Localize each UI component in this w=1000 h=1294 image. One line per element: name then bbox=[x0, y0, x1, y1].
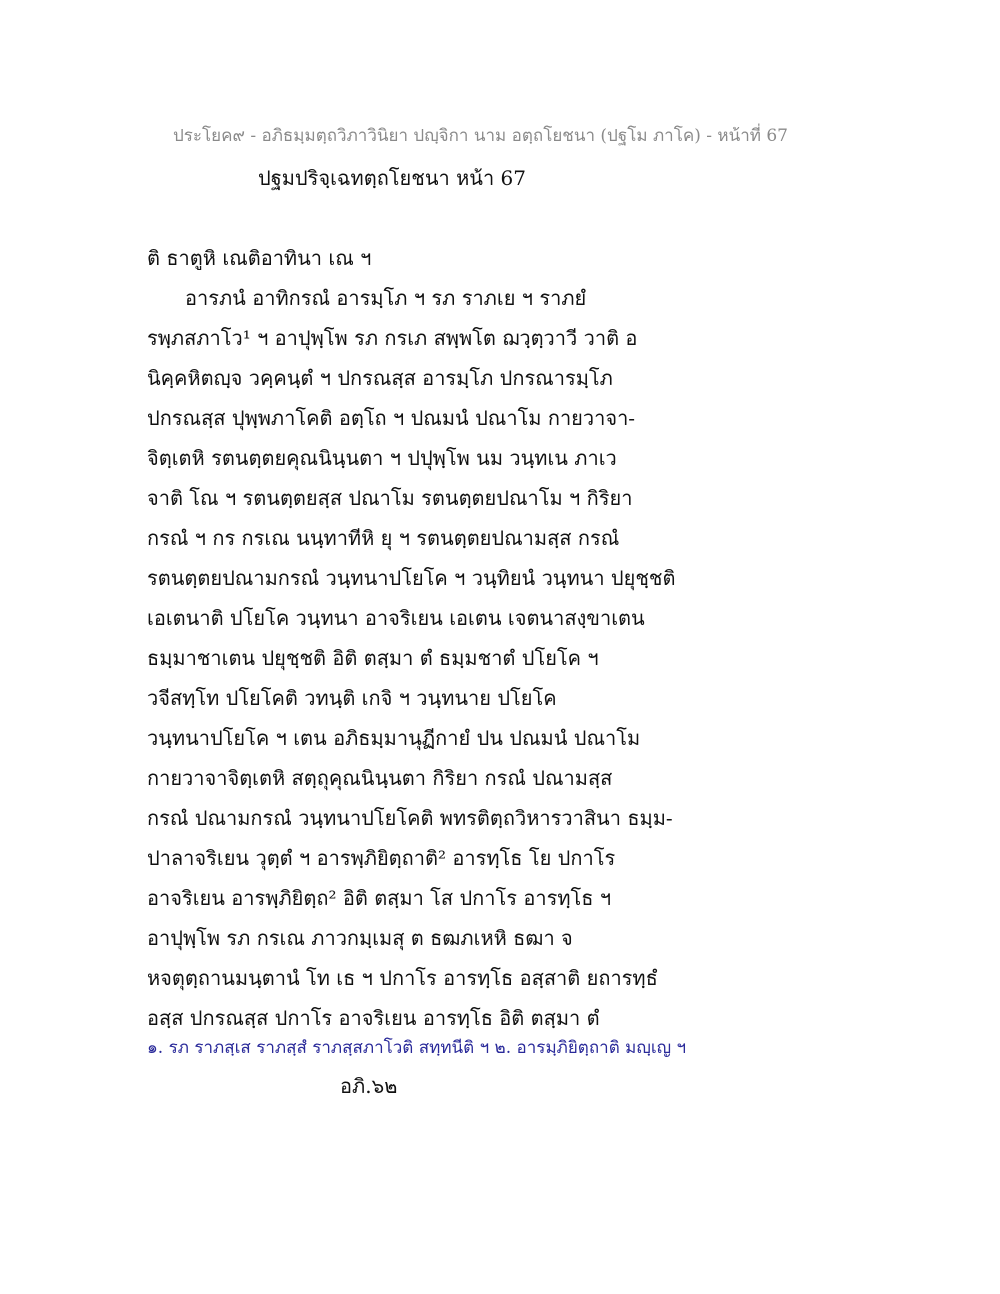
text-line: รตนตฺตยปณามกรณํ วนฺทนาปโยโค ฯ วนฺทิยนํ วนฺทนา ปยุชฺชติ bbox=[147, 566, 676, 590]
text-line: หจตุตฺถานมนฺตานํ โท เธ ฯ ปกาโร อารทฺโธ อสฺสาติ ยถารทฺธํ bbox=[147, 966, 658, 990]
text-line: กายวาจาจิตฺเตหิ สตฺถุคุณนินฺนตา กิริยา กรณํ ปณามสฺส bbox=[147, 766, 613, 790]
text-line: อารภนํ อาทิกรณํ อารมฺโภ ฯ รภ ราภเย ฯ ราภยํ bbox=[185, 286, 587, 310]
text-line: วจีสทฺโท ปโยโคติ วทนฺติ เกจิ ฯ วนฺทนาย ปโยโค bbox=[147, 686, 557, 710]
text-line: กรณํ ปณามกรณํ วนฺทนาปโยโคติ พทรติตฺถวิหารวาสินา ธมฺม- bbox=[147, 806, 673, 830]
page-reference: อภิ.๖๒ bbox=[340, 1074, 398, 1098]
body-text bbox=[147, 238, 847, 1038]
text-line: ปาลาจริเยน วุตฺตํ ฯ อารพฺภิยิตฺถาติ² อารทฺโธ โย ปกาโร bbox=[147, 846, 616, 870]
text-line: เอเตนาติ ปโยโค วนฺทนา อาจริเยน เอเตน เจตนาสงฺขาเตน bbox=[147, 606, 645, 630]
text-line: ธมฺมาชาเตน ปยุชฺชติ อิติ ตสฺมา ตํ ธมฺมชาตํ ปโยโค ฯ bbox=[147, 646, 599, 670]
text-line: อาปุพฺโพ รภ กรเณ ภาวกมฺเมสุ ต ธฒภเหหิ ธฒา จ bbox=[147, 926, 573, 950]
text-line: อสฺส ปกรณสฺส ปกาโร อาจริเยน อารทฺโธ อิติ ตสฺมา ตํ bbox=[147, 1006, 600, 1030]
text-line: วนฺทนาปโยโค ฯ เตน อภิธมฺมานุฏีกายํ ปน ปณมนํ ปณาโม bbox=[147, 726, 641, 750]
text-line: จิตฺเตหิ รตนตฺตยคุณนินฺนตา ฯ ปปุพฺโพ นม วนฺทเน ภาเว bbox=[147, 446, 617, 470]
text-line: ติ ธาตูหิ เณติอาทินา เณ ฯ bbox=[147, 246, 372, 270]
text-line: อาจริเยน อารพฺภิยิตฺถ² อิติ ตสฺมา โส ปกาโร อารทฺโธ ฯ bbox=[147, 886, 612, 910]
text-line: จาติ โณ ฯ รตนตฺตยสฺส ปณาโม รตนตฺตยปณาโม ฯ กิริยา bbox=[147, 486, 633, 510]
text-line: รพฺภสภาโว¹ ฯ อาปุพฺโพ รภ กรเภ สพฺพโต ฌวฺตฺวาวี วาติ อ bbox=[147, 326, 638, 350]
chapter-title: ปฐมปริจฺเฉทตฺถโยชนา หน้า 67 bbox=[258, 166, 526, 190]
text-line: นิคฺคหิตญฺจ วคฺคนฺตํ ฯ ปกรณสฺส อารมฺโภ ปกรณารมฺโภ bbox=[147, 366, 613, 390]
text-line: กรณํ ฯ กร กรเณ นนฺทาทีหิ ยุ ฯ รตนตฺตยปณามสฺส กรณํ bbox=[147, 526, 620, 550]
footnote: ๑. รภ ราภสฺเส ราภสฺสํ ราภสฺสภาโวติ สทฺทนีติ ฯ ๒. อารมฺภิยิตฺถาติ มญฺเญ ฯ bbox=[147, 1038, 687, 1058]
text-line: ปกรณสฺส ปุพฺพภาโคติ อตฺโถ ฯ ปณมนํ ปณาโม กายวาจา- bbox=[147, 406, 636, 430]
running-header: ประโยค๙ - อภิธมฺมตฺถวิภาวินิยา ปญฺจิกา นาม อตฺถโยชนา (ปฐโม ภาโค) - หน้าที่ 67 bbox=[172, 126, 788, 146]
